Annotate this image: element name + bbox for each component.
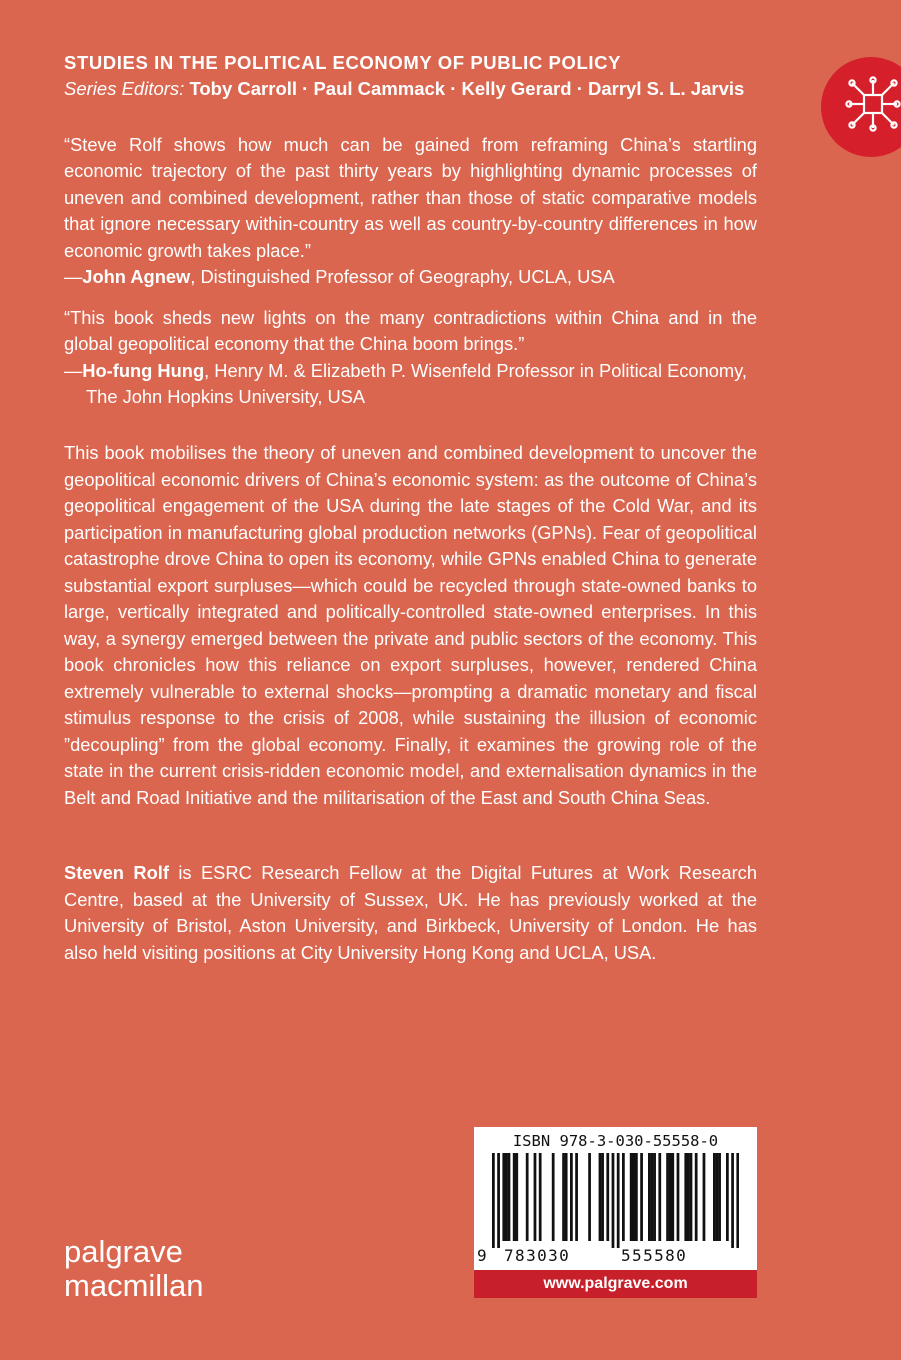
quote-author: John Agnew	[82, 266, 191, 288]
endorsement-quote-1	[64, 132, 757, 290]
barcode-bar	[606, 1153, 609, 1241]
barcode-bar	[534, 1153, 537, 1241]
barcode-bar	[552, 1153, 555, 1241]
barcode-bar	[648, 1153, 651, 1241]
barcode-bar	[539, 1153, 542, 1241]
barcode-bar	[666, 1153, 669, 1241]
barcode-bar	[718, 1153, 721, 1241]
barcode-bar	[497, 1153, 500, 1248]
barcode-bar	[690, 1153, 693, 1241]
publisher-logo	[64, 1235, 204, 1303]
barcode-bar	[677, 1153, 680, 1241]
series-editors-names: Toby Carroll · Paul Cammack · Kelly Gerard · Darryl S. L. Jarvis	[189, 78, 745, 99]
barcode-bar	[570, 1153, 573, 1241]
barcode-bar	[562, 1153, 565, 1241]
barcode-bar	[632, 1153, 635, 1241]
barcode-bar	[513, 1153, 516, 1241]
publisher-name-line1: palgrave	[64, 1234, 183, 1269]
publisher-url[interactable]: www.palgrave.com	[474, 1270, 757, 1298]
barcode-bar	[716, 1153, 719, 1241]
quote-text: “Steve Rolf shows how much can be gained from reframing China’s startling economic trajectory of the past thirty years by highlighting dynamic processes of uneven and combined development, rather than those of static comparative models that ignore necessary within-country as well as country-by-country differences in how economic growth takes place.”	[64, 134, 757, 261]
barcode-bar	[492, 1153, 495, 1248]
series-title: STUDIES IN THE POLITICAL ECONOMY OF PUBLIC POLICY	[64, 52, 622, 73]
barcode-bar	[601, 1153, 604, 1241]
barcode-bar	[703, 1153, 706, 1241]
quote-attribution: —John Agnew, Distinguished Professor of Geography, UCLA, USA	[64, 266, 615, 288]
barcode-bar	[508, 1153, 511, 1241]
barcode-digit-first: 9	[477, 1246, 487, 1265]
series-editors	[64, 78, 744, 100]
barcode-bar	[713, 1153, 716, 1241]
barcode-bar	[526, 1153, 529, 1241]
barcode-bar	[635, 1153, 638, 1241]
barcode-bar	[599, 1153, 602, 1241]
barcode-bar	[617, 1153, 620, 1248]
barcode-bar	[515, 1153, 518, 1241]
barcode-digits-left: 783030	[504, 1246, 571, 1265]
barcode-bar	[731, 1153, 734, 1248]
palgrave-logo-badge	[821, 57, 901, 157]
barcode-bar	[622, 1153, 625, 1241]
barcode-bar	[736, 1153, 739, 1248]
barcode-bar	[651, 1153, 654, 1241]
quote-attribution: —Ho-fung Hung, Henry M. & Elizabeth P. Wisenfeld Professor in Political Economy, The John Hopkins University, USA	[64, 359, 748, 408]
barcode-bar	[687, 1153, 690, 1241]
publisher-name-line2: macmillan	[64, 1268, 204, 1303]
quote-affiliation: , Distinguished Professor of Geography, UCLA, USA	[190, 266, 615, 288]
barcode-bar	[565, 1153, 568, 1241]
barcode-bar	[588, 1153, 591, 1241]
barcode-bar	[671, 1153, 674, 1241]
barcode-bar	[695, 1153, 698, 1241]
endorsement-quote-2	[64, 305, 757, 411]
barcode-bar	[658, 1153, 661, 1241]
barcode-digits-right: 555580	[621, 1246, 688, 1265]
palgrave-network-icon	[843, 74, 901, 134]
barcode-bar	[684, 1153, 687, 1241]
quote-affiliation: , Henry M. & Elizabeth P. Wisenfeld Professor in Political Economy, The John Hopkins University, USA	[86, 359, 748, 408]
series-editors-label: Series Editors:	[64, 78, 185, 99]
isbn-number: ISBN 978-3-030-55558-0	[512, 1132, 719, 1150]
book-description: This book mobilises the theory of uneven and combined development to uncover the geopolitical economic drivers of China’s economic system: as the outcome of China’s geopolitical engagement of the USA during the late stages of the Cold War, and its participation in manufacturing global production networks (GPNs). Fear of geopolitical catastrophe drove China to open its economy, while GPNs enabled China to generate substantial export surpluses—which could be recycled through state-owned banks to large, vertically integrated and politically-controlled state-owned enterprises. In this way, a synergy emerged between the private and public sectors of the economy. This book chronicles how this reliance on export surpluses, however, rendered China extremely vulnerable to external shocks—prompting a dramatic monetary and fiscal stimulus response to the crisis of 2008, while sustaining the illusion of economic ”decoupling” from the global economy. Finally, it examines the growing role of the state in the current crisis-ridden economic model, and externalisation dynamics in the Belt and Road Initiative and the militarisation of the East and South China Seas.	[64, 442, 757, 808]
author-name: Steven Rolf	[64, 862, 169, 883]
barcode-bar	[502, 1153, 505, 1241]
quote-text: “This book sheds new lights on the many contradictions within China and in the global geopolitical economy that the China boom brings.”	[64, 307, 757, 355]
isbn-barcode	[474, 1127, 757, 1270]
barcode-bar	[640, 1153, 643, 1241]
barcode-bar	[630, 1153, 633, 1241]
barcode-bar	[726, 1153, 729, 1241]
barcode-bar	[669, 1153, 672, 1241]
quote-author: Ho-fung Hung	[82, 359, 205, 381]
barcode-bar	[612, 1153, 615, 1248]
barcode-bar	[505, 1153, 508, 1241]
barcode-bars	[492, 1153, 739, 1248]
barcode-bar	[653, 1153, 656, 1241]
barcode-bar	[575, 1153, 578, 1241]
author-bio	[64, 860, 757, 966]
author-bio-text: is ESRC Research Fellow at the Digital Futures at Work Research Centre, based at the University of Sussex, UK. He has previously worked at the University of Bristol, Aston University, and Birkbeck, University of London. He has also held visiting positions at City University Hong Kong and UCLA, USA.	[64, 862, 757, 963]
